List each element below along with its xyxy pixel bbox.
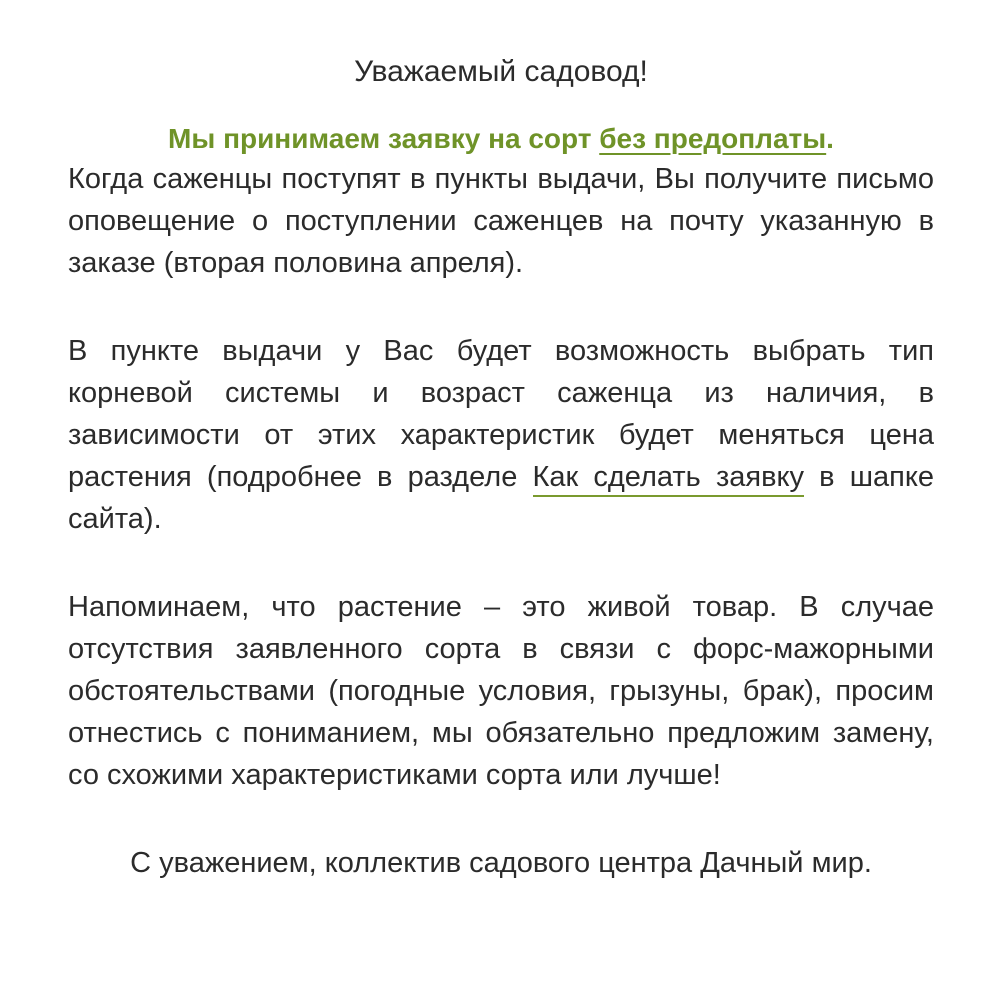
reminder-paragraph: Напоминаем, что растение – это живой товар. В случае отсутствия заявленного сорта в связи с форс-мажорными обстоятельствами (погодные условия, грызуны, брак), просим отнестись с пониманием, мы обязательно предложим замену, со схожими характеристиками сорта или лучше! [68,591,934,791]
pickup-paragraph [68,330,934,540]
notice-lead: Мы принимаем заявку на сорт [168,123,600,154]
greeting-heading: Уважаемый садовод! [354,55,648,88]
how-to-order-link[interactable]: Как сделать заявку [533,461,805,497]
letter [68,50,934,884]
no-prepayment-notice [68,120,934,158]
delivery-paragraph: Когда саженцы поступят в пункты выдачи, Вы получите письмо оповещение о поступлении саженцев на почту указанную в заказе (вторая половина апреля). [68,163,934,279]
notice-end: . [826,123,834,154]
signature: С уважением, коллектив садового центра Дачный мир. [130,847,872,879]
pickup-text-after: в шапке сайта). [68,461,934,535]
no-prepayment-link[interactable]: без предоплаты [599,123,827,154]
pickup-text-before: В пункте выдачи у Вас будет возможность выбрать тип корневой системы и возраст саженца из наличия, в зависимости от этих характеристик будет меняться цена растения (подробнее в разделе [68,335,934,493]
